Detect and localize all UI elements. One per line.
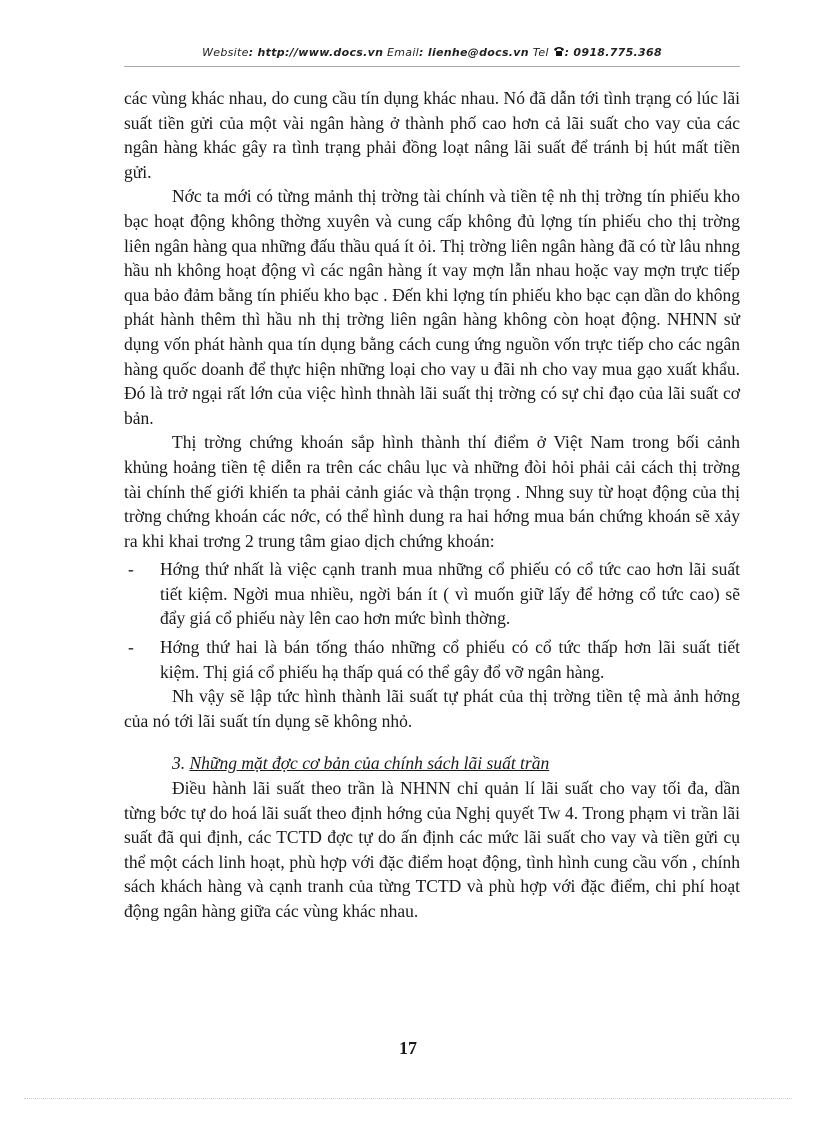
list-item-text: Hớng thứ nhất là việc cạnh tranh mua những cổ phiếu có cổ tức cao hơn lãi suất tiết kiệm. Ngời mua nhiều, ngời bán ít ( vì muốn giữ lấy để hởng cổ tức cao) sẽ đẩy giá cổ phiếu này lên cao hơn mức bình thờng.	[160, 559, 740, 629]
list-item-text: Hớng thứ hai là bán tống tháo những cổ phiếu có cổ tức thấp hơn lãi suất tiết kiệm. Thị giá cổ phiếu hạ thấp quá có thể gây đổ vỡ ngân hàng.	[160, 637, 740, 682]
page-number: 17	[399, 1038, 417, 1058]
paragraph: các vùng khác nhau, do cung cầu tín dụng khác nhau. Nó đã dẫn tới tình trạng có lúc lãi suất tiền gửi của một vài ngân hàng ở thành phố cao hơn cả lãi suất cho vay của các ngân hàng khác gây ra tình trạng phải đồng loạt nâng lãi suất để tránh bị hút mất tiền gửi.	[124, 88, 740, 182]
paragraph: Điều hành lãi suất theo trần là NHNN chỉ quản lí lãi suất cho vay tối đa, dần từng bớc tự do hoá lãi suất theo định hớng của Nghị quyết Tw 4. Trong phạm vi trần lãi suất đã qui định, các TCTD đợc tự do ấn định các mức lãi suất cho vay và tiền gửi cụ thể một cách linh hoạt, phù hợp với đặc điểm hoạt động, tình hình cung cầu vốn , chính sách khách hàng và cạnh tranh của từng TCTD và phù hợp với đặc điểm, chi phí hoạt động ngân hàng giữa các vùng khác nhau.	[124, 778, 740, 921]
section-number: 3.	[172, 753, 186, 774]
section-heading	[124, 751, 740, 776]
page-header	[124, 46, 740, 66]
paragraph: Nh vậy sẽ lập tức hình thành lãi suất tự phát của thị trờng tiền tệ mà ảnh hởng của nó tới lãi suất tín dụng sẽ không nhỏ.	[124, 686, 740, 731]
list-item	[124, 635, 740, 684]
section-title: Những mặt đợc cơ bản của chính sách lãi suất trần	[189, 753, 550, 774]
tel-label: Tel	[532, 46, 549, 59]
document-body	[124, 86, 740, 924]
list-item	[124, 557, 740, 631]
email-value: : lienhe@docs.vn	[419, 46, 529, 59]
website-value: : http://www.docs.vn	[248, 46, 384, 59]
bullet-dash: -	[128, 637, 134, 658]
phone-icon	[553, 46, 565, 60]
email-label: Email	[387, 46, 420, 59]
website-label: Website	[202, 46, 249, 59]
header-divider	[124, 66, 740, 67]
paragraph: Thị trờng chứng khoán sắp hình thành thí điểm ở Việt Nam trong bối cảnh khủng hoảng tiền tệ diễn ra trên các châu lục và những đòi hỏi phải cải cách thị trờng tài chính thế giới khiến ta phải cảnh giác và thận trọng . Nhng suy từ hoạt động của thị trờng chứng khoán các nớc, có thể hình dung ra hai hớng mua bán chứng khoán sẽ xảy ra khi khai trơng 2 trung tâm giao dịch chứng khoán:	[124, 432, 740, 551]
tel-value: : 0918.775.368	[564, 46, 662, 59]
paragraph: Nớc ta mới có từng mảnh thị trờng tài chính và tiền tệ nh thị trờng tín phiếu kho bạc hoạt động không thờng xuyên và cung cấp không đủ lợng tín phiếu cho thị trờng liên ngân hàng qua những đấu thầu quá ít ỏi. Thị trờng liên ngân hàng đã có từ lâu nhng hầu nh không hoạt động vì các ngân hàng ít vay mợn lẫn nhau hoặc vay mợn trực tiếp qua bảo đảm bằng tín phiếu kho bạc . Đến khi lợng tín phiếu kho bạc cạn dần do không phát hành thêm thì hầu nh thị trờng liên ngân hàng không còn hoạt động. NHNN sử dụng vốn phát hành qua tín dụng bằng cách cung ứng nguồn vốn trực tiếp cho các ngân hàng quốc doanh để thực hiện những loại cho vay u đãi nh cho vay mua gạo xuất khẩu. Đó là trở ngại rất lớn của việc hình thnàh lãi suất thị trờng có sự chỉ đạo của lãi suất cơ bản.	[124, 186, 740, 428]
bullet-dash: -	[128, 559, 134, 580]
footer-divider	[24, 1098, 792, 1099]
